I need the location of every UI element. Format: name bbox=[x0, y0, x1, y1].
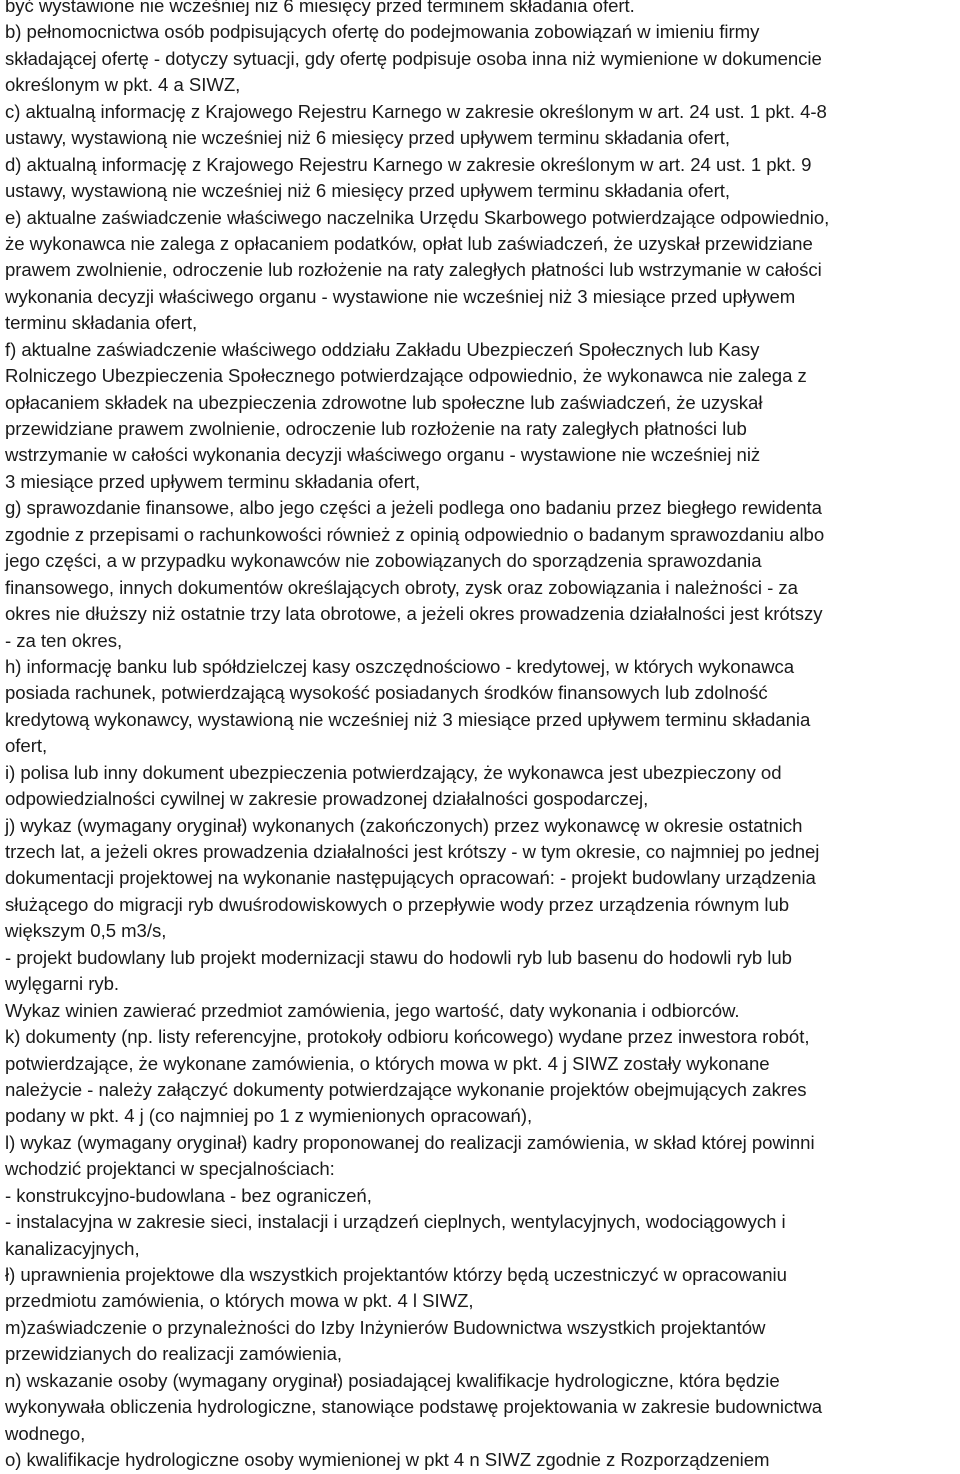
text-line: - konstrukcyjno-budowlana - bez ograniczeń, bbox=[5, 1184, 372, 1206]
text-line: okres nie dłuższy niż ostatnie trzy lata obrotowe, a jeżeli okres prowadzenia działalności jest krótszy bbox=[5, 603, 823, 625]
text-line: n) wskazanie osoby (wymagany oryginał) posiadającej kwalifikacje hydrologiczne, która będzie bbox=[5, 1369, 780, 1391]
text-line: przewidzianych do realizacji zamówienia, bbox=[5, 1343, 342, 1365]
text-line: m)zaświadczenie o przynależności do Izby Inżynierów Budownictwa wszystkich projektantów bbox=[5, 1316, 766, 1338]
text-line: - instalacyjna w zakresie sieci, instalacji i urządzeń cieplnych, wentylacyjnych, wodociągowych i bbox=[5, 1211, 786, 1233]
text-line: posiada rachunek, potwierdzającą wysokość posiadanych środków finansowych lub zdolność bbox=[5, 682, 768, 704]
text-line: być wystawione nie wcześniej niż 6 miesięcy przed terminem składania ofert. bbox=[5, 0, 635, 16]
text-line: o) kwalifikacje hydrologiczne osoby wymienionej w pkt 4 n SIWZ zgodnie z Rozporządzeniem bbox=[5, 1449, 770, 1471]
text-line: terminu składania ofert, bbox=[5, 312, 198, 334]
text-line: potwierdzające, że wykonane zamówienia, o których mowa w pkt. 4 j SIWZ zostały wykonane bbox=[5, 1052, 770, 1074]
text-line: b) pełnomocnictwa osób podpisujących ofertę do podejmowania zobowiązań w imieniu firmy bbox=[5, 21, 760, 43]
text-line: - za ten okres, bbox=[5, 629, 123, 651]
text-line: zgodnie z przepisami o rachunkowości również z opinią odpowiednio o badanym sprawozdaniu albo bbox=[5, 523, 825, 545]
text-line: - projekt budowlany lub projekt modernizacji stawu do hodowli ryb lub basenu do hodowli ryb lub bbox=[5, 946, 792, 968]
text-line: przedmiotu zamówienia, o których mowa w pkt. 4 l SIWZ, bbox=[5, 1290, 474, 1312]
text-line: należycie - należy załączyć dokumenty potwierdzające wykonanie projektów obejmujących zakres bbox=[5, 1078, 807, 1100]
text-line: finansowego, innych dokumentów określających obroty, zysk oraz zobowiązania i należności - za bbox=[5, 576, 798, 598]
text-line: prawem zwolnienie, odroczenie lub rozłożenie na raty zaległych płatności lub wstrzymanie w całości bbox=[5, 259, 822, 281]
text-line: e) aktualne zaświadczenie właściwego naczelnika Urzędu Skarbowego potwierdzające odpowiednio, bbox=[5, 206, 830, 228]
text-line: wykonania decyzji właściwego organu - wystawione nie wcześniej niż 3 miesiące przed upływem bbox=[5, 285, 796, 307]
text-line: jego części, a w przypadku wykonawców nie zobowiązanych do sporządzenia sprawozdania bbox=[5, 550, 762, 572]
text-line: g) sprawozdanie finansowe, albo jego części a jeżeli podlega ono badaniu przez biegłego rewidenta bbox=[5, 497, 822, 519]
text-line: kanalizacyjnych, bbox=[5, 1237, 140, 1259]
document-body bbox=[5, 0, 954, 1474]
text-line: wchodzić projektanci w specjalnościach: bbox=[5, 1158, 335, 1180]
text-line: wstrzymanie w całości wykonania decyzji właściwego organu - wystawione nie wcześniej niż bbox=[5, 444, 761, 466]
text-line: przewidziane prawem zwolnienie, odroczenie lub rozłożenie na raty zaległych płatności lub bbox=[5, 418, 747, 439]
text-line: opłacaniem składek na ubezpieczenia zdrowotne lub społeczne lub zaświadczeń, że uzyskał bbox=[5, 391, 763, 413]
text-line: c) aktualną informację z Krajowego Rejestru Karnego w zakresie określonym w art. 24 ust. 1 pkt. 4-8 bbox=[5, 100, 827, 122]
text-line: ustawy, wystawioną nie wcześniej niż 6 miesięcy przed upływem terminu składania ofert, bbox=[5, 180, 730, 202]
text-line: Rolniczego Ubezpieczenia Społecznego potwierdzające odpowiednio, że wykonawca nie zalega z bbox=[5, 365, 807, 387]
text-line: większym 0,5 m3/s, bbox=[5, 920, 167, 942]
text-line: k) dokumenty (np. listy referencyjne, protokoły odbioru końcowego) wydane przez inwestora robót, bbox=[5, 1026, 810, 1048]
text-line: dokumentacji projektowej na wykonanie następujących opracowań: - projekt budowlany urządzenia bbox=[5, 867, 816, 889]
text-line: ofert, bbox=[5, 735, 48, 757]
text-line: wodnego, bbox=[5, 1422, 86, 1444]
text-line: Wykaz winien zawierać przedmiot zamówienia, jego wartość, daty wykonania i odbiorców. bbox=[5, 999, 740, 1021]
text-line: ustawy, wystawioną nie wcześniej niż 6 miesięcy przed upływem terminu składania ofert, bbox=[5, 127, 730, 149]
text-line: podany w pkt. 4 j (co najmniej po 1 z wymienionych opracowań), bbox=[5, 1105, 533, 1127]
text-line: kredytową wykonawcy, wystawioną nie wcześniej niż 3 miesiące przed upływem terminu składania bbox=[5, 708, 811, 730]
text-line: trzech lat, a jeżeli okres prowadzenia działalności jest krótszy - w tym okresie, co najmniej po jednej bbox=[5, 841, 820, 862]
text-line: d) aktualną informację z Krajowego Rejestru Karnego w zakresie określonym w art. 24 ust. 1 pkt. 9 bbox=[5, 153, 812, 175]
text-line: l) wykaz (wymagany oryginał) kadry proponowanej do realizacji zamówienia, w skład której powinni bbox=[5, 1131, 815, 1153]
text-line: wylęgarni ryb. bbox=[5, 973, 120, 995]
text-line: ł) uprawnienia projektowe dla wszystkich projektantów którzy będą uczestniczyć w opracowaniu bbox=[5, 1264, 787, 1285]
text-line: wykonywała obliczenia hydrologiczne, stanowiące podstawę projektowania w zakresie budownictwa bbox=[5, 1396, 823, 1418]
text-line: że wykonawca nie zalega z opłacaniem podatków, opłat lub zaświadczeń, że uzyskał przewidziane bbox=[5, 232, 813, 254]
text-line: składającej ofertę - dotyczy sytuacji, gdy ofertę podpisuje osoba inna niż wymienione w dokumencie bbox=[5, 47, 822, 69]
text-line: odpowiedzialności cywilnej w zakresie prowadzonej działalności gospodarczej, bbox=[5, 788, 649, 810]
text-line: i) polisa lub inny dokument ubezpieczenia potwierdzający, że wykonawca jest ubezpieczony od bbox=[5, 761, 782, 783]
text-line: 3 miesiące przed upływem terminu składania ofert, bbox=[5, 470, 421, 492]
text-line: h) informację banku lub spółdzielczej kasy oszczędnościowo - kredytowej, w których wykonawca bbox=[5, 655, 795, 677]
text-line: służącego do migracji ryb dwuśrodowiskowych o przepływie wody przez urządzenia równym lub bbox=[5, 893, 790, 915]
text-line: j) wykaz (wymagany oryginał) wykonanych (zakończonych) przez wykonawcę w okresie ostatnich bbox=[5, 814, 803, 836]
text-line: f) aktualne zaświadczenie właściwego oddziału Zakładu Ubezpieczeń Społecznych lub Kasy bbox=[5, 338, 760, 360]
text-line: określonym w pkt. 4 a SIWZ, bbox=[5, 74, 241, 96]
